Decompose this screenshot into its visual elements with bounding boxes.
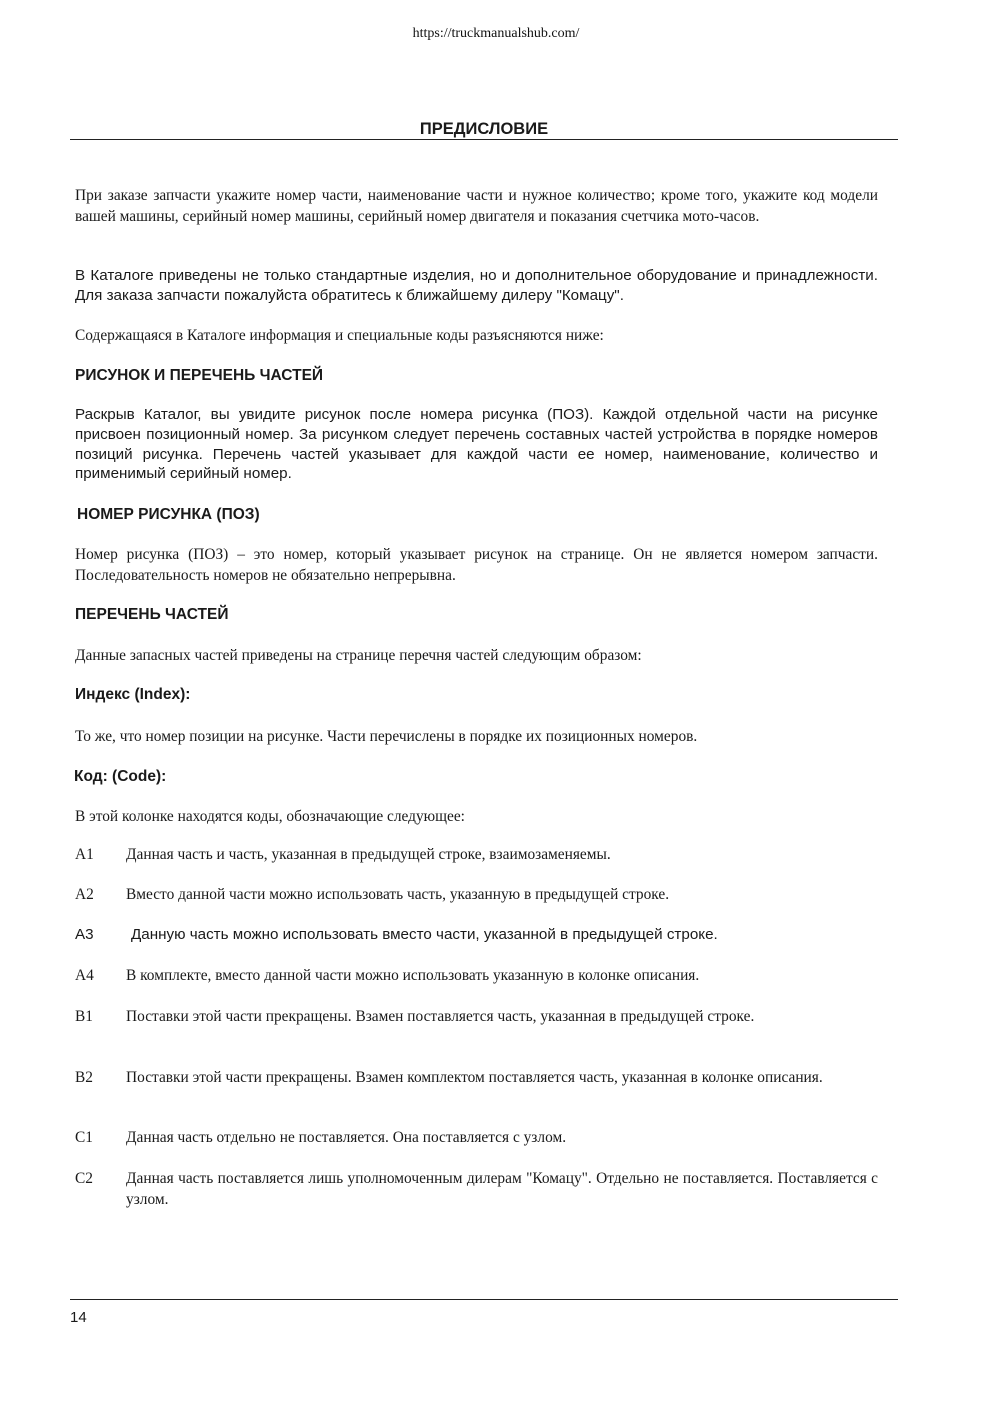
code-description: Данная часть отдельно не поставляется. Она поставляется с узлом. (126, 1129, 567, 1146)
code-description: Поставки этой части прекращены. Взамен комплектом поставляется часть, указанная в колонке описания. (126, 1069, 823, 1086)
index-text: То же, что номер позиции на рисунке. Части перечислены в порядке их позиционных номеров. (75, 728, 698, 745)
title-divider (70, 139, 898, 140)
heading-figure-number: НОМЕР РИСУНКА (ПОЗ) (77, 506, 260, 523)
code-description: Данная часть и часть, указанная в предыдущей строке, взаимозаменяемы. (126, 846, 611, 863)
code-description: Данная часть поставляется лишь уполномоченным дилерам "Комацу". Отдельно не поставляется. Поставляется с узлом. (126, 1170, 878, 1208)
heading-figure-and-parts-list: РИСУНОК И ПЕРЕЧЕНЬ ЧАСТЕЙ (75, 367, 324, 384)
intro-paragraph-1: При заказе запчасти укажите номер части, наименование части и нужное количество; кроме того, укажите код модели вашей машины, серийный номер машины, серийный номер двигателя и показания счетчика мото-часов. (75, 187, 878, 225)
code-description: В комплекте, вместо данной части можно использовать указанную в колонке описания. (126, 967, 700, 984)
code-description: Поставки этой части прекращены. Взамен поставляется часть, указанная в предыдущей строке. (126, 1008, 755, 1025)
source-url: https://truckmanualshub.com/ (412, 26, 580, 41)
code-label: A3 (75, 926, 94, 943)
code-description: Вместо данной части можно использовать часть, указанную в предыдущей строке. (126, 886, 670, 903)
code-description: Данную часть можно использовать вместо части, указанной в предыдущей строке. (131, 926, 718, 943)
heading-code: Код: (Code): (74, 768, 167, 785)
page-number: 14 (70, 1309, 87, 1326)
parts-list-text: Данные запасных частей приведены на странице перечня частей следующим образом: (75, 647, 642, 664)
code-label: A4 (75, 967, 94, 984)
figure-and-parts-list-text: Раскрыв Каталог, вы увидите рисунок после номера рисунка (ПОЗ). Каждой отдельной части на рисунке присвоен позиционный номер. За рисунком следует перечень составных частей устройства в порядке номеров позиций рисунка. Перечень частей указывает для каждой части ее номер, наименование, количество и применимый серийный номер. (75, 406, 878, 483)
page-title: ПРЕДИСЛОВИЕ (419, 120, 549, 138)
figure-number-text: Номер рисунка (ПОЗ) – это номер, который указывает рисунок на странице. Он не является номером запчасти. Последовательность номеров не обязательно непрерывна. (75, 546, 878, 584)
code-label: A1 (75, 846, 94, 863)
code-intro-text: В этой колонке находятся коды, обозначающие следующее: (75, 808, 465, 825)
code-label: C1 (75, 1129, 93, 1146)
code-label: A2 (75, 886, 94, 903)
code-label: B2 (75, 1069, 93, 1086)
intro-paragraph-3: Содержащаяся в Каталоге информация и специальные коды разъясняются ниже: (75, 327, 604, 344)
heading-parts-list: ПЕРЕЧЕНЬ ЧАСТЕЙ (75, 606, 229, 623)
intro-paragraph-2: В Каталоге приведены не только стандартные изделия, но и дополнительное оборудование и принадлежности. Для заказа запчасти пожалуйста обратитесь к ближайшему дилеру "Комацу". (75, 267, 878, 304)
heading-index: Индекс (Index): (75, 686, 191, 703)
code-label: B1 (75, 1008, 93, 1025)
footer-divider (70, 1299, 898, 1300)
code-label: C2 (75, 1170, 93, 1187)
